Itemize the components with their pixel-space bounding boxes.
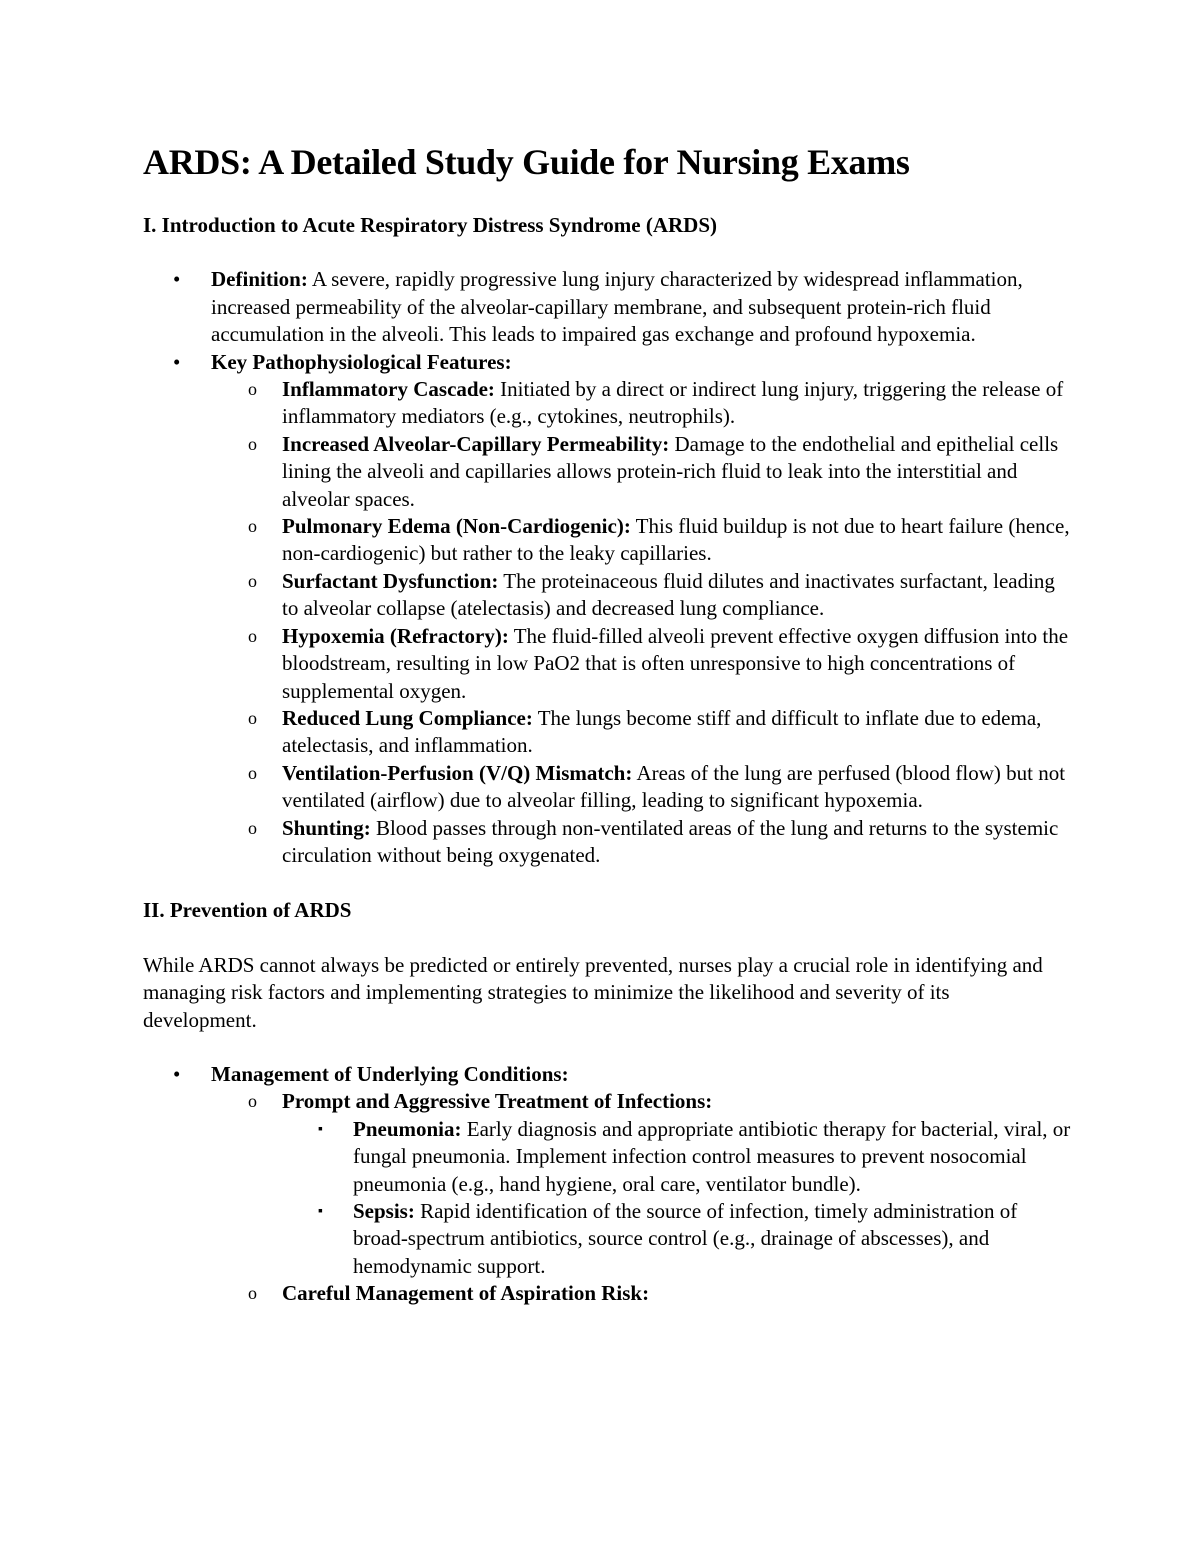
feature-text: Damage to the endothelial and epithelial cells lining the alveoli and capillaries allows protein-rich fluid to leak into the interstitial and alveolar spaces.	[282, 431, 1059, 511]
circle-bullet-icon: o	[248, 817, 257, 838]
circle-bullet-icon: o	[248, 570, 257, 591]
feature-text: Blood passes through non-ventilated areas of the lung and returns to the systemic circulation without being oxygenated.	[282, 815, 1059, 867]
document-title: ARDS: A Detailed Study Guide for Nursing Exams	[143, 142, 910, 182]
document-page	[143, 140, 1073, 1308]
management-sublist	[211, 1088, 1073, 1307]
section-heading-introduction: I. Introduction to Acute Respiratory Distress Syndrome (ARDS)	[143, 213, 717, 237]
feature-label: Increased Alveolar-Capillary Permeability:	[282, 431, 670, 456]
list-item	[143, 623, 1073, 705]
list-item	[143, 1116, 1073, 1198]
list-item	[143, 513, 1073, 568]
bullet-icon: •	[173, 267, 181, 292]
feature-text: This fluid buildup is not due to heart failure (hence, non-cardiogenic) but rather to the leaky capillaries.	[282, 514, 1070, 566]
feature-text: The lungs become stiff and difficult to inflate due to edema, atelectasis, and inflammation.	[282, 705, 1042, 758]
list-item	[143, 1198, 1073, 1280]
infection-label: Sepsis:	[353, 1199, 415, 1223]
introduction-list	[143, 266, 1073, 869]
prevention-list	[143, 1061, 1073, 1308]
prevention-intro-paragraph: While ARDS cannot always be predicted or entirely prevented, nurses play a crucial role in identifying and managing risk factors and implementing strategies to minimize the likelihood and severity of its development.	[143, 952, 1043, 1032]
feature-label: Ventilation-Perfusion (V/Q) Mismatch:	[282, 760, 633, 785]
feature-text: The fluid-filled alveoli prevent effective oxygen diffusion into the bloodstream, resulting in low PaO2 that is often unresponsive to high concentrations of supplemental oxygen.	[282, 623, 1069, 703]
aspiration-label: Careful Management of Aspiration Risk:	[282, 1281, 650, 1306]
key-features-label: Key Pathophysiological Features:	[211, 349, 512, 374]
list-item-management	[143, 1061, 1073, 1308]
feature-text: Initiated by a direct or indirect lung injury, triggering the release of inflammatory mediators (e.g., cytokines, neutrophils).	[282, 377, 1064, 429]
bullet-icon: •	[173, 1061, 181, 1086]
list-item	[143, 705, 1073, 760]
feature-label: Surfactant Dysfunction:	[282, 568, 499, 593]
feature-text: Areas of the lung are perfused (blood flow) but not ventilated (airflow) due to alveolar filling, leading to significant hypoxemia.	[282, 760, 1066, 813]
circle-bullet-icon: o	[248, 433, 257, 454]
list-item	[143, 568, 1073, 623]
feature-label: Pulmonary Edema (Non-Cardiogenic):	[282, 514, 631, 539]
list-item-infections	[143, 1088, 1073, 1280]
section-heading-prevention: II. Prevention of ARDS	[143, 898, 352, 923]
feature-label: Shunting:	[282, 815, 371, 840]
circle-bullet-icon: o	[248, 1283, 257, 1304]
feature-label: Hypoxemia (Refractory):	[282, 623, 509, 648]
bullet-icon: •	[173, 349, 181, 374]
definition-text: A severe, rapidly progressive lung injury characterized by widespread inflammation, increased permeability of the alveolar-capillary membrane, and subsequent protein-rich fluid accumulation in the alveoli. This leads to impaired gas exchange and profound hypoxemia.	[211, 267, 1023, 347]
list-item	[143, 376, 1073, 431]
circle-bullet-icon: o	[248, 516, 257, 537]
circle-bullet-icon: o	[248, 625, 257, 646]
features-sublist	[211, 376, 1073, 869]
circle-bullet-icon: o	[248, 707, 257, 728]
circle-bullet-icon: o	[248, 379, 257, 400]
circle-bullet-icon: o	[248, 762, 257, 783]
infections-label: Prompt and Aggressive Treatment of Infections:	[282, 1089, 713, 1114]
square-bullet-icon: ▪	[318, 1204, 323, 1219]
list-item-key-features	[143, 349, 1073, 870]
circle-bullet-icon: o	[248, 1091, 257, 1112]
list-item	[143, 815, 1073, 870]
feature-text: The proteinaceous fluid dilutes and inactivates surfactant, leading to alveolar collapse (atelectasis) and decreased lung compliance.	[282, 568, 1055, 621]
square-bullet-icon: ▪	[318, 1121, 323, 1137]
feature-label: Inflammatory Cascade:	[282, 377, 495, 402]
infection-text: Early diagnosis and appropriate antibiotic therapy for bacterial, viral, or fungal pneumonia. Implement infection control measures to prevent nosocomial pneumonia (e.g., hand hygiene, oral care, ventilator bundle).	[353, 1116, 1071, 1196]
list-item	[143, 431, 1073, 513]
infection-text: Rapid identification of the source of infection, timely administration of broad-spectrum antibiotics, source control (e.g., drainage of abscesses), and hemodynamic support.	[353, 1199, 1018, 1278]
definition-label: Definition:	[211, 267, 308, 292]
infections-sublist	[282, 1116, 1073, 1280]
infection-label: Pneumonia:	[353, 1116, 462, 1141]
management-label: Management of Underlying Conditions:	[211, 1061, 569, 1086]
list-item-aspiration	[143, 1280, 1073, 1307]
list-item-definition	[143, 266, 1073, 348]
feature-label: Reduced Lung Compliance:	[282, 705, 533, 730]
list-item	[143, 760, 1073, 815]
